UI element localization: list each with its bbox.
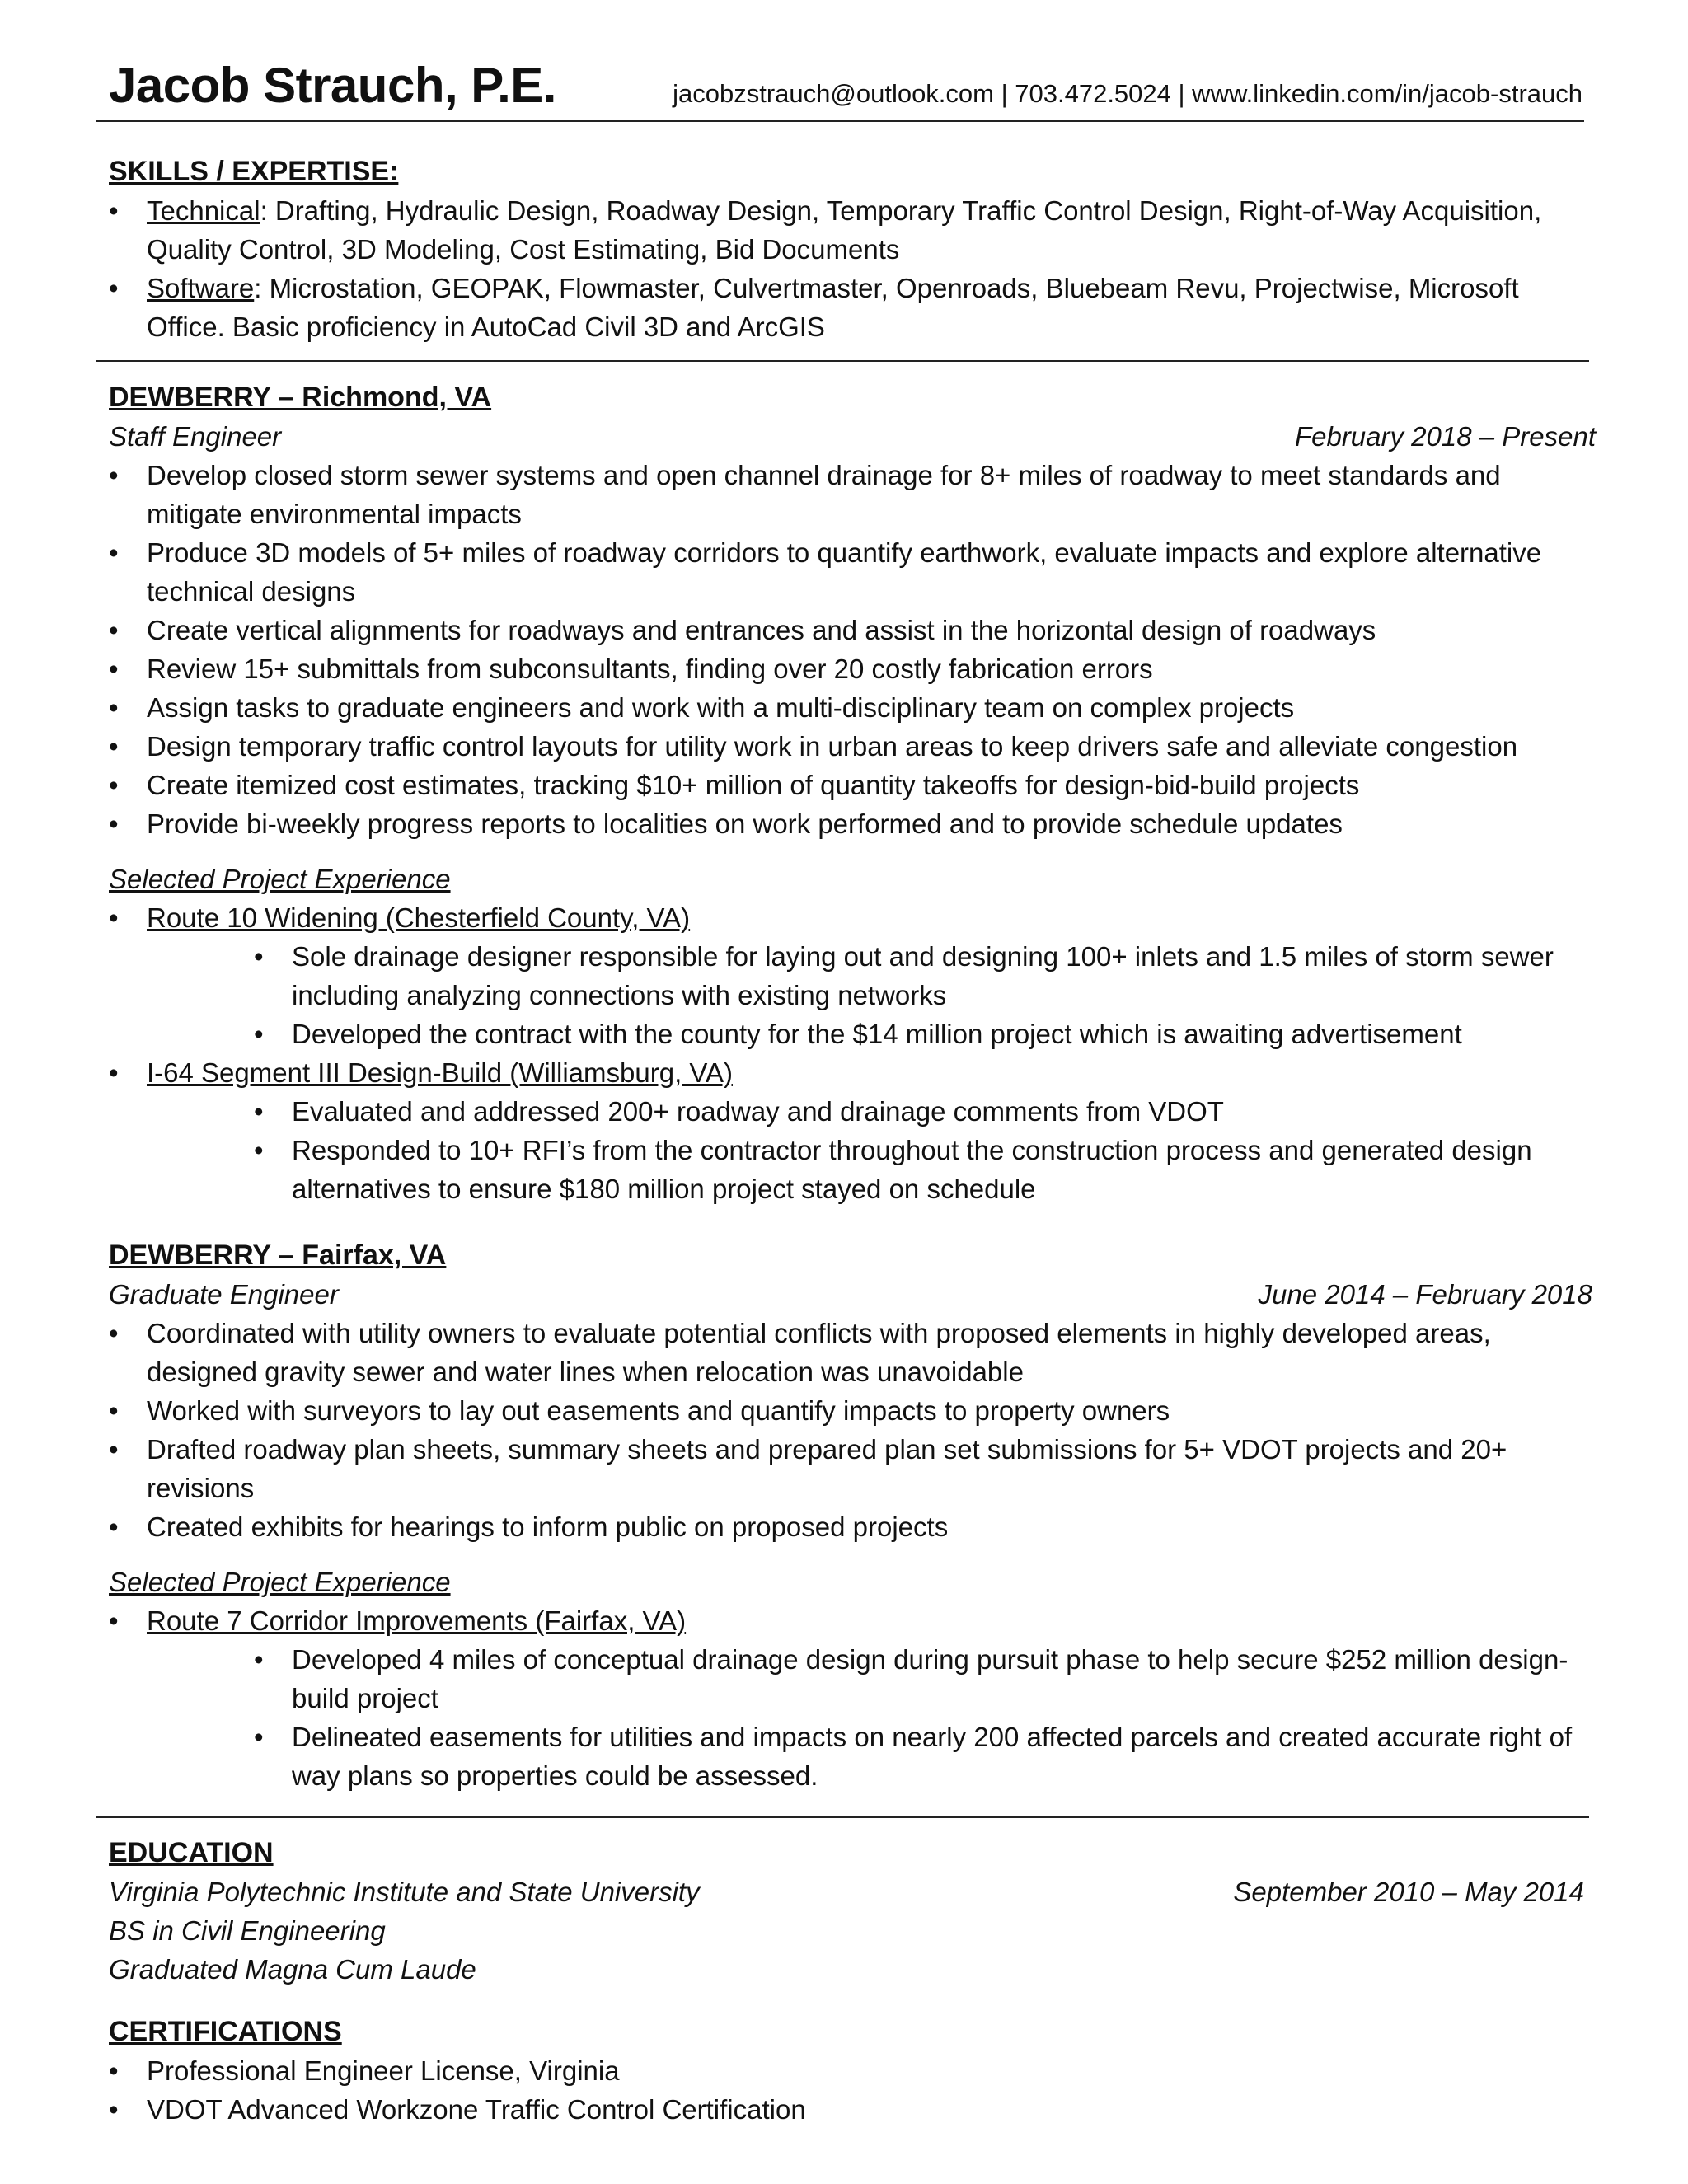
project-bullet: • Responded to 10+ RFI’s from the contractor throughout the construction process and generated design alternatives to ensure $180 million project stayed on schedule (109, 1131, 1584, 1208)
job-bullet: • Worked with surveyors to lay out easements and quantify impacts to property owners (109, 1391, 1543, 1430)
job-bullets (109, 1314, 1543, 1546)
skill-item (109, 191, 1559, 269)
certifications-heading: CERTIFICATIONS (109, 2016, 342, 2047)
education-section (109, 1834, 1584, 1989)
job-title: Staff Engineer (109, 421, 282, 452)
candidate-name: Jacob Strauch, P.E. (109, 58, 556, 113)
skills-section (109, 152, 1559, 346)
project-bullet: • Evaluated and addressed 200+ roadway and drainage comments from VDOT (109, 1092, 1584, 1131)
project-name: Route 7 Corridor Improvements (Fairfax, VA) (147, 1605, 687, 1636)
project-item (109, 1053, 1592, 1092)
project-item (109, 1601, 1592, 1640)
project-bullet: • Sole drainage designer responsible for laying out and designing 100+ inlets and 1.5 miles of storm sewer including analyzing connections with existing networks (109, 937, 1584, 1015)
skill-text: : Drafting, Hydraulic Design, Roadway Design, Temporary Traffic Control Design, Right-of-Way Acquisition, Quality Control, 3D Modeling, Cost Estimating, Bid Documents (147, 195, 1542, 265)
certification-item: • Professional Engineer License, Virginia (109, 2051, 1584, 2090)
projects-heading: Selected Project Experience (109, 1567, 451, 1597)
education-degree: BS in Civil Engineering (109, 1915, 386, 1946)
section-divider (96, 360, 1589, 362)
project-bullets (109, 937, 1584, 1053)
job-bullet: • Created exhibits for hearings to inform public on proposed projects (109, 1507, 1543, 1546)
education-school: Virginia Polytechnic Institute and State University (109, 1877, 700, 1907)
job-bullet: • Review 15+ submittals from subconsultants, finding over 20 costly fabrication errors (109, 649, 1543, 688)
job-bullet: • Coordinated with utility owners to evaluate potential conflicts with proposed elements in highly developed areas, designed gravity sewer and water lines when relocation was unavoidable (109, 1314, 1543, 1391)
education-school-row (109, 1872, 1584, 1911)
education-dates: September 2010 – May 2014 (1233, 1877, 1584, 1907)
certification-item: • VDOT Advanced Workzone Traffic Control Certification (109, 2090, 1584, 2129)
project-list (109, 898, 1592, 937)
project-bullet: • Developed the contract with the county for the $14 million project which is awaiting advertisement (109, 1015, 1584, 1053)
education-honors: Graduated Magna Cum Laude (109, 1954, 476, 1985)
contact-line: jacobzstrauch@outlook.com | 703.472.5024 | www.linkedin.com/in/jacob-strauch (673, 79, 1582, 108)
skill-label: Software (147, 273, 255, 303)
project-name: Route 10 Widening (Chesterfield County, VA) (147, 902, 691, 933)
skill-text: : Microstation, GEOPAK, Flowmaster, Culvertmaster, Openroads, Bluebeam Revu, Projectwise, Microsoft Office. Basic proficiency in AutoCad Civil 3D and ArcGIS (147, 273, 1519, 342)
job-bullet: • Create vertical alignments for roadways and entrances and assist in the horizontal design of roadways (109, 611, 1543, 649)
employer-heading: DEWBERRY – Fairfax, VA (109, 1240, 447, 1271)
job-bullets (109, 456, 1543, 843)
project-bullet: • Developed 4 miles of conceptual drainage design during pursuit phase to help secure $252 million design-build project (109, 1640, 1584, 1718)
skill-item (109, 269, 1559, 346)
job-fairfax (109, 1236, 1592, 1795)
project-bullet: • Delineated easements for utilities and impacts on nearly 200 affected parcels and created accurate right of way plans so properties could be assessed. (109, 1718, 1584, 1795)
project-bullets (109, 1092, 1584, 1208)
project-bullets (109, 1640, 1584, 1795)
project-name: I-64 Segment III Design-Build (Williamsburg, VA) (147, 1057, 733, 1088)
job-title-row (109, 1275, 1592, 1314)
job-richmond (109, 378, 1596, 1208)
certifications-section (109, 2013, 1584, 2129)
job-dates: June 2014 – February 2018 (1258, 1279, 1592, 1310)
project-list (109, 1601, 1592, 1640)
job-dates: February 2018 – Present (1294, 421, 1596, 452)
job-title-row (109, 417, 1596, 456)
project-item (109, 898, 1592, 937)
job-bullet: • Develop closed storm sewer systems and open channel drainage for 8+ miles of roadway to meet standards and mitigate environmental impacts (109, 456, 1543, 533)
employer-heading: DEWBERRY – Richmond, VA (109, 382, 492, 413)
job-title: Graduate Engineer (109, 1279, 339, 1310)
job-bullet: • Design temporary traffic control layouts for utility work in urban areas to keep drivers safe and alleviate congestion (109, 727, 1543, 766)
job-bullet: • Produce 3D models of 5+ miles of roadway corridors to quantify earthwork, evaluate impacts and explore alternative technical designs (109, 533, 1543, 611)
section-divider (96, 1816, 1589, 1818)
skills-heading: SKILLS / EXPERTISE: (109, 156, 399, 187)
project-list (109, 1053, 1592, 1092)
skill-label: Technical (147, 195, 260, 226)
job-bullet: • Provide bi-weekly progress reports to localities on work performed and to provide schedule updates (109, 804, 1543, 843)
skills-list (109, 191, 1559, 346)
header-divider (96, 120, 1584, 122)
projects-heading: Selected Project Experience (109, 864, 451, 894)
job-bullet: • Create itemized cost estimates, tracking $10+ million of quantity takeoffs for design-bid-build projects (109, 766, 1543, 804)
job-bullet: • Drafted roadway plan sheets, summary sheets and prepared plan set submissions for 5+ VDOT projects and 20+ revisions (109, 1430, 1543, 1507)
certifications-list (109, 2051, 1584, 2129)
job-bullet: • Assign tasks to graduate engineers and work with a multi-disciplinary team on complex projects (109, 688, 1543, 727)
education-heading: EDUCATION (109, 1837, 274, 1868)
